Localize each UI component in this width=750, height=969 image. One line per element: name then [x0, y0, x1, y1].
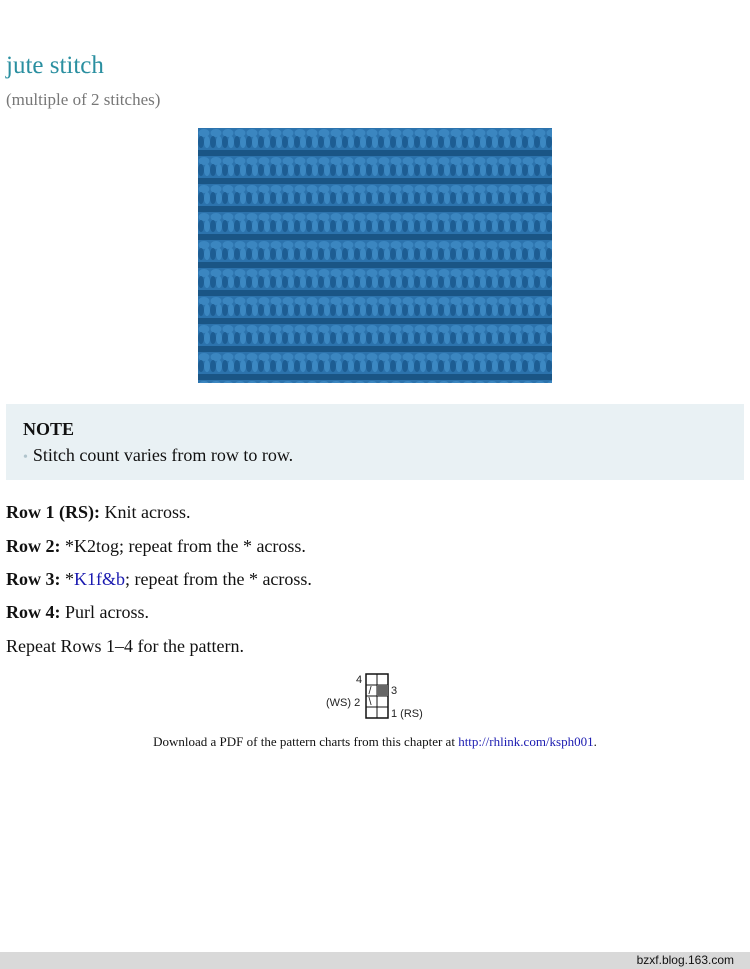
note-item [23, 445, 293, 466]
row-1-instruction [6, 502, 190, 523]
note-heading: NOTE [23, 419, 75, 439]
k1fb-symbol: \ [368, 696, 372, 708]
no-stitch-cell [377, 685, 388, 696]
row-text: *K2tog; repeat from the * across. [60, 536, 306, 556]
download-text: Download a PDF of the pattern charts from this chapter at [153, 734, 459, 749]
download-text-end: . [593, 734, 597, 749]
row-text: ; repeat from the * across. [125, 569, 312, 589]
footer-watermark: bzxf.blog.163.com [636, 953, 734, 967]
bullet-icon: • [23, 450, 28, 465]
download-link[interactable]: http://rhlink.com/ksph001 [458, 734, 594, 749]
row-text: Knit across. [100, 502, 191, 522]
stitch-swatch-photo [198, 128, 552, 383]
knit-texture [198, 128, 552, 383]
row-text: * [60, 569, 74, 589]
chart-row-4-label: 4 [356, 674, 363, 686]
row-3-instruction [6, 569, 312, 590]
pattern-subtitle: (multiple of 2 stitches) [6, 90, 161, 109]
note-item-text: Stitch count varies from row to row. [32, 445, 294, 465]
chart-row-1-label: 1 (RS) [391, 708, 423, 720]
row-label: Row 3: [6, 569, 61, 589]
row-4-instruction [6, 602, 149, 623]
stitch-chart [324, 670, 434, 724]
row-2-instruction [6, 536, 306, 557]
repeat-instruction: Repeat Rows 1–4 for the pattern. [6, 636, 244, 656]
footer-bar [0, 952, 750, 969]
chart-row-2-label: (WS) 2 [326, 697, 361, 709]
k2tog-symbol: / [368, 685, 372, 697]
pattern-title: jute stitch [6, 52, 104, 79]
note-box [6, 404, 744, 480]
chart-row-3-label: 3 [391, 685, 398, 697]
k1fb-link[interactable]: K1f&b [74, 569, 125, 589]
row-text: Purl across. [60, 602, 149, 622]
row-label: Row 2: [6, 536, 61, 556]
row-label: Row 1 (RS): [6, 502, 100, 522]
row-label: Row 4: [6, 602, 61, 622]
download-note [0, 734, 750, 750]
